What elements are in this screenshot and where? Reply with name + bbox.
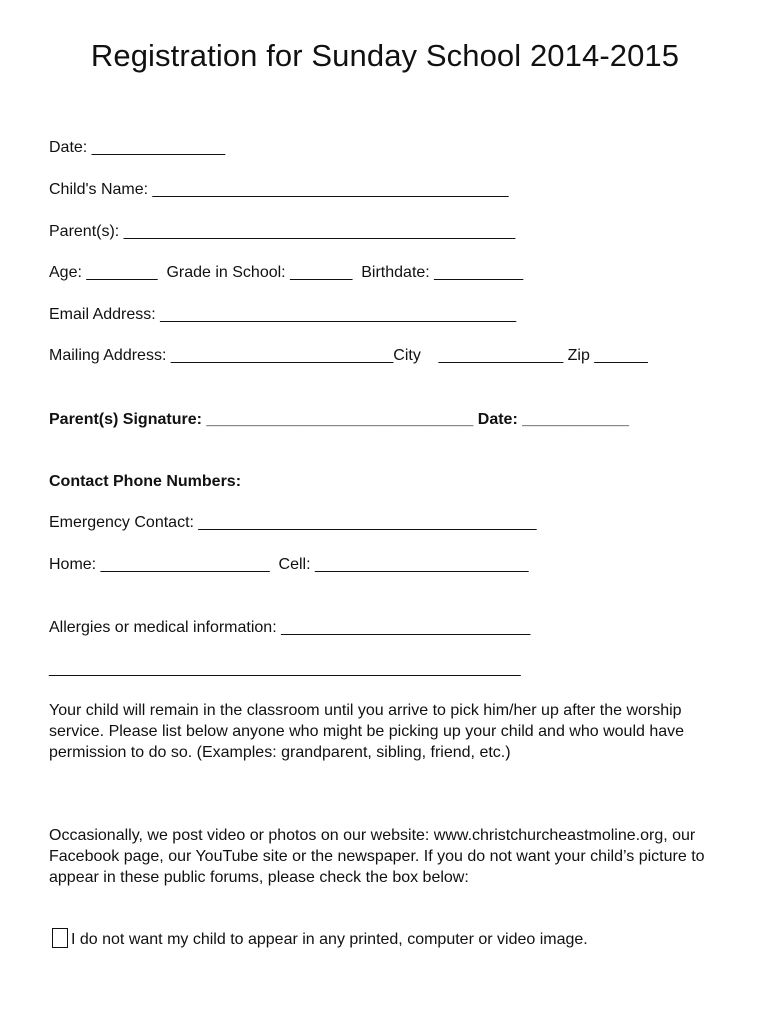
signature-field[interactable]: Parent(s) Signature: ______________________________ Date: ____________ (49, 411, 629, 428)
page-title: Registration for Sunday School 2014-2015 (90, 38, 680, 73)
opt-out-label: I do not want my child to appear in any printed, computer or video image. (71, 931, 588, 948)
mailing-address-field[interactable]: Mailing Address: _________________________City ______________ Zip ______ (49, 347, 648, 364)
contact-heading: Contact Phone Numbers: (49, 473, 242, 490)
allergies-continuation-line[interactable]: _____________________________________________________ (49, 660, 521, 677)
date-field[interactable]: Date: _______________ (49, 139, 226, 156)
allergies-field[interactable]: Allergies or medical information: ____________________________ (49, 619, 531, 636)
home-cell-field[interactable]: Home: ___________________ Cell: ________________________ (49, 556, 529, 573)
opt-out-checkbox[interactable] (52, 928, 68, 948)
pickup-paragraph: Your child will remain in the classroom until you arrive to pick him/her up after the worship service. Please list below anyone who might be picking up your child and who would have permission to do so. (Examples: grandparent, sibling, friend, etc.) (49, 702, 685, 761)
age-grade-birthdate-field[interactable]: Age: ________ Grade in School: _______ Birthdate: __________ (49, 264, 524, 281)
opt-out-row (52, 928, 588, 950)
parents-field[interactable]: Parent(s): ____________________________________________ (49, 223, 516, 240)
emergency-contact-field[interactable]: Emergency Contact: ______________________________________ (49, 514, 537, 531)
child-name-field[interactable]: Child's Name: ________________________________________ (49, 181, 509, 198)
media-paragraph: Occasionally, we post video or photos on our website: www.christchurcheastmoline.org, our Facebook page, our YouTube site or the newspaper. If you do not want your child’s picture to appear in these public forums, please check the box below: (49, 827, 705, 886)
email-field[interactable]: Email Address: ________________________________________ (49, 306, 517, 323)
